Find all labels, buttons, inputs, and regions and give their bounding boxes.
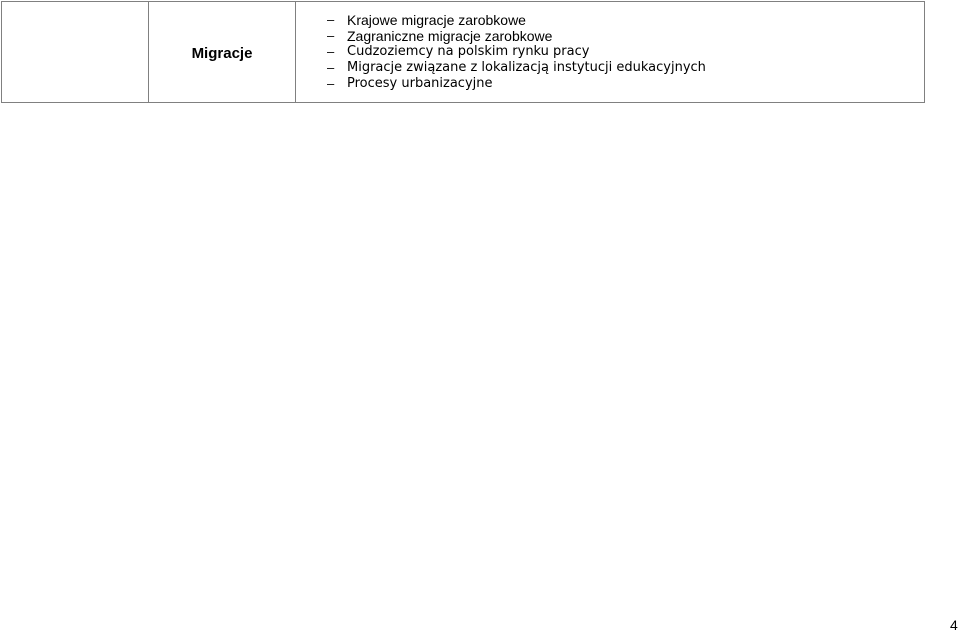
topic-text: Krajowe migracje zarobkowe bbox=[347, 12, 526, 28]
document-table bbox=[1, 1, 925, 103]
list-item bbox=[296, 76, 924, 92]
topic-text: Cudzoziemcy na polskim rynku pracy bbox=[347, 44, 590, 59]
topics-cell bbox=[296, 2, 925, 103]
dash-bullet: – bbox=[327, 60, 335, 75]
list-item bbox=[296, 28, 924, 44]
topic-list bbox=[296, 2, 924, 92]
category-label: Migracje bbox=[191, 44, 253, 62]
list-item bbox=[296, 12, 924, 28]
dash-bullet: – bbox=[327, 44, 335, 59]
list-item bbox=[296, 44, 924, 60]
topic-text: Migracje związane z lokalizacją instytucji edukacyjnych bbox=[347, 60, 706, 75]
empty-cell bbox=[2, 2, 149, 103]
topic-text: Procesy urbanizacyjne bbox=[347, 76, 493, 91]
page-number: 4 bbox=[950, 617, 958, 633]
dash-bullet: – bbox=[327, 28, 335, 43]
list-item bbox=[296, 60, 924, 76]
dash-bullet: – bbox=[327, 76, 335, 91]
dash-bullet: – bbox=[327, 12, 335, 27]
topic-text: Zagraniczne migracje zarobkowe bbox=[347, 28, 553, 44]
category-cell bbox=[149, 2, 296, 103]
table-row bbox=[2, 2, 925, 103]
